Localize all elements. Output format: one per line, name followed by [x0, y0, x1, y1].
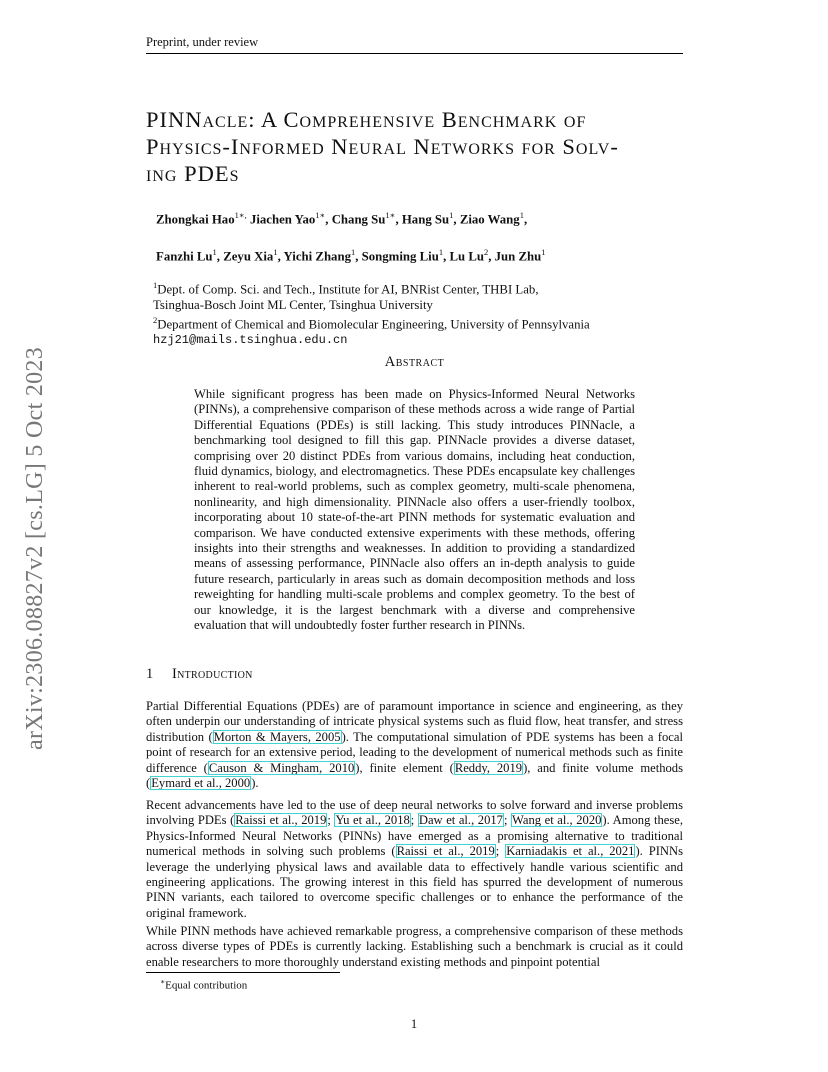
citation-link[interactable]: Raissi et al., 2019: [396, 844, 495, 859]
paragraph-2: [146, 798, 683, 921]
citation-link[interactable]: Yu et al., 2018: [335, 813, 410, 828]
affiliation-mark: 2: [153, 315, 158, 326]
section-number: 1: [146, 666, 154, 682]
author-mark: 1∗: [315, 210, 326, 220]
author-name: Ziao Wang: [459, 212, 520, 227]
abstract-heading: Abstract: [384, 354, 445, 370]
section-heading: [146, 666, 253, 683]
author-mark: 1: [212, 247, 217, 257]
affiliation-mark: 1: [153, 280, 158, 290]
affiliation-1-line-1: Dept. of Comp. Sci. and Tech., Institute for AI, BNRist Center, THBI Lab,: [157, 282, 539, 297]
citation-link[interactable]: Raissi et al., 2019: [235, 813, 327, 828]
citation-link[interactable]: Karniadakis et al., 2021: [506, 844, 635, 859]
author-name: Jun Zhu: [494, 249, 542, 264]
section-title: Introduction: [172, 666, 253, 682]
author-mark: 1: [449, 210, 454, 220]
author-mark: 2: [483, 247, 489, 257]
author-mark: 1: [519, 210, 524, 220]
author-mark: 1: [273, 247, 278, 257]
author-line-1: Zhongkai Hao$^{1∗,}$ Jiachen Yao$^{1∗}$, Chang $Su^{1∗}$, Hang Su$^1$, Ziao Wang$^1$,: [156, 210, 528, 227]
paragraph-text: ). PINNs leverage the underlying physical laws and available data to effectively handle various scientific and engineering applications. The growing interest in this field has spurred the development of numerous PINN variants, each tailored to overcome specific challenges or to enhance the performance of the original framework.: [146, 844, 683, 920]
author-name: Chang Su: [331, 212, 386, 227]
title-line-2: Physics-Informed Neural Networks for Solv-: [146, 134, 619, 159]
paragraph-text: ). The computational simulation of PDE systems has been a focal point of research for an extensive period, leading to the development of numerical methods such as finite difference (: [146, 729, 683, 775]
author-mark: 1: [541, 247, 546, 257]
title-line-3: ing PDEs: [146, 161, 240, 186]
contact-email[interactable]: hzj21@mails.tsinghua.edu.cn: [153, 333, 348, 348]
footnote-mark: ∗: [160, 977, 166, 986]
paragraph-text: ).: [251, 776, 259, 791]
footnote-rule: [146, 972, 340, 973]
affiliation-2: [153, 313, 683, 333]
author-name: Yichi Zhang: [283, 249, 351, 264]
paragraph-text: ). Among these, Physics-Informed Neural Networks (PINNs) have emerged as a promising alternative to traditional numerical methods in solving such problems (: [146, 813, 683, 859]
author-name: Hang Su: [401, 212, 450, 227]
page-number: 1: [410, 1017, 418, 1031]
affiliation-1-line-2: Tsinghua-Bosch Joint ML Center, Tsinghua University: [153, 297, 433, 312]
arxiv-identifier: arXiv:2306.08827v2 [cs.LG] 5 Oct 2023: [22, 346, 48, 750]
author-name: Lu Lu: [449, 249, 484, 264]
citation-link[interactable]: Causon & Mingham, 2010: [208, 760, 355, 775]
paragraph-3: While PINN methods have achieved remarkable progress, a comprehensive comparison of these methods across diverse types of PDEs is currently lacking. Establishing such a benchmark is crucial as it could enable researchers to more thoroughly understand existing methods and pinpoint potential: [146, 924, 683, 969]
citation-link[interactable]: Reddy, 2019: [454, 760, 523, 775]
citation-link[interactable]: Morton & Mayers, 2005: [213, 729, 341, 744]
paragraph-text: Partial Differential Equations (PDEs) are of paramount importance in science and engineering, as they often underpin our understanding of intricate physical systems such as fluid flow, heat transfer, and stress distribution (: [146, 699, 683, 744]
citation-link[interactable]: Wang et al., 2020: [512, 813, 602, 828]
author-name: Zhongkai Hao: [156, 212, 235, 227]
paragraph-text: ;: [495, 844, 506, 859]
citation-link[interactable]: Daw et al., 2017: [418, 813, 503, 828]
author-mark: 1∗: [385, 210, 396, 220]
title-line-1: PINNacle: A Comprehensive Benchmark of: [146, 107, 587, 132]
author-mark: 1: [350, 247, 356, 257]
paragraph-text: ;: [503, 813, 512, 828]
paragraph-text: Recent advancements have led to the use of deep neural networks to solve forward and inverse problems involving PDEs (: [146, 798, 683, 828]
author-name: Zeyu Xia: [223, 249, 274, 264]
paragraph-text: ;: [410, 813, 418, 828]
abstract-text: While significant progress has been made on Physics-Informed Neural Networks (PINNs), a comprehensive comparison of these methods across a wide range of Partial Differential Equations (PDEs) is still lacking. This study introduces PINNacle, a benchmarking tool designed to fill this gap. PINNacle provides a diverse dataset, comprising over 20 distinct PDEs from various domains, including heat conduction, fluid dynamics, biology, and electromagnetics. These PDEs encapsulate key challenges inherent to real-world problems, such as complex geometry, multi-scale phenomena, nonlinearity, and high dimensionality. PINNacle also offers a user-friendly toolbox, incorporating about 10 state-of-the-art PINN methods for systematic evaluation and comparison. We have conducted extensive experiments with these methods, offering insights into their strengths and weaknesses. In addition to providing a standardized means of assessing performance, PINNacle also offers an in-depth analysis to guide future research, particularly in areas such as domain decomposition methods and loss reweighting for handling multi-scale problems and complex geometry. To the best of our knowledge, it is the largest benchmark with a diverse and comprehensive evaluation that will undoubtedly foster further research in PINNs.: [194, 387, 635, 633]
author-mark: 1∗,: [234, 210, 247, 220]
author-mark: 1: [438, 247, 444, 257]
affiliations: [153, 278, 683, 349]
affiliation-2-text: Department of Chemical and Biomolecular Engineering, University of Pennsylvania: [157, 317, 590, 332]
paragraph-1: [146, 699, 683, 791]
paper-title: [146, 106, 691, 187]
paragraph-text: ;: [327, 813, 335, 828]
citation-link[interactable]: Eymard et al., 2000: [151, 776, 251, 791]
paragraph-text: ), finite element (: [355, 760, 454, 775]
footnote-text: Equal contribution: [165, 979, 248, 992]
author-line-2: Fanzhi Lu$^1$, Zeyu Xia$^1$, Yichi Zhang$^1$, Songming Liu$^1$, Lu Lu$^2$, Jun Zhu$^1$: [156, 247, 546, 264]
author-name: Songming Liu: [361, 249, 439, 264]
footnote: [160, 977, 247, 992]
running-header: Preprint, under review: [146, 35, 683, 54]
author-name: Jiachen Yao: [249, 212, 316, 227]
paragraph-text: ), and finite volume methods (: [146, 760, 684, 791]
affiliation-1: [153, 278, 683, 298]
author-name: Fanzhi Lu: [156, 249, 213, 264]
